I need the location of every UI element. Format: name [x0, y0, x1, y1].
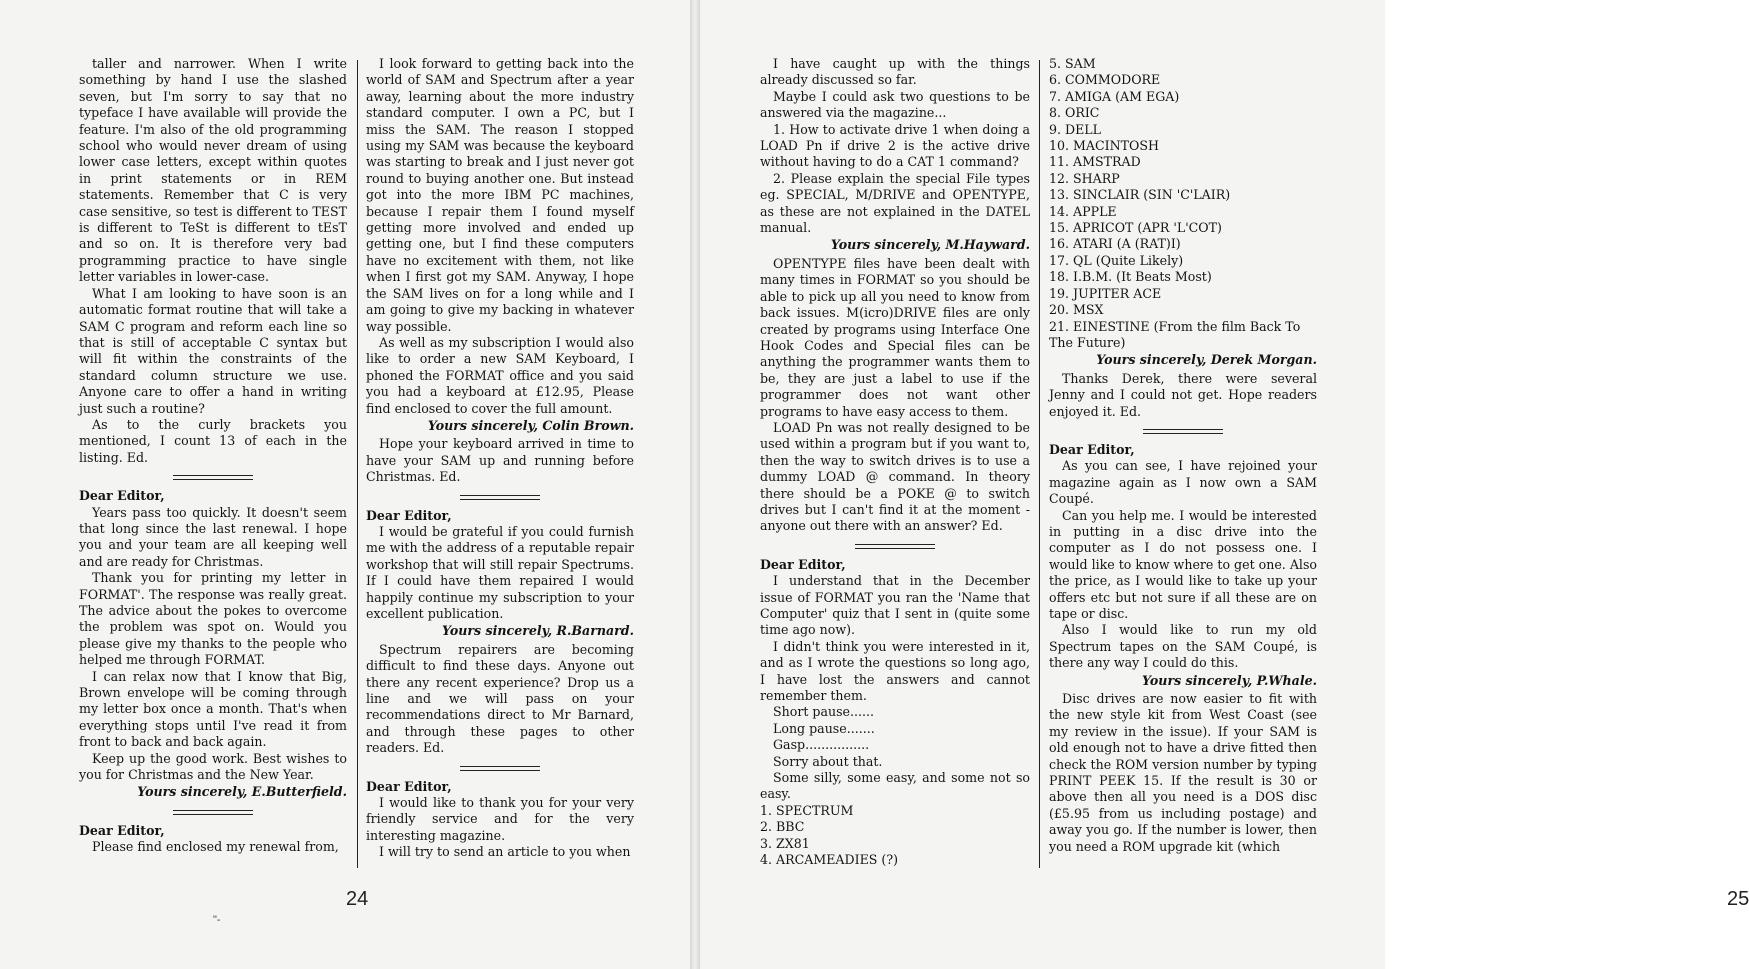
letter-separator	[1143, 429, 1223, 434]
paragraph: Keep up the good work. Best wishes to you for Christmas and the New Year.	[79, 750, 347, 783]
paragraph: Short pause......	[773, 704, 875, 720]
paragraph: What I am looking to have soon is an automatic format routine that will take a SAM C program and reform each line so that is still of acceptable C syntax but will fit within the constraints of the standard column structure we use. Anyone care to offer a hand in writing just such a routine?	[79, 285, 347, 416]
letter-separator	[855, 544, 935, 549]
paragraph: As well as my subscription I would also like to order a new SAM Keyboard, I phoned the FORMAT office and you said you had a keyboard at £12.95, Please find enclosed to cover the full amount.	[366, 334, 634, 416]
quiz-answer: 18. I.B.M. (It Beats Most)	[1049, 269, 1212, 285]
quiz-answer: 2. BBC	[760, 819, 805, 835]
paragraph: Years pass too quickly. It doesn't seem that long since the last renewal. I hope you and your team are all keeping well and are ready for Christmas.	[79, 504, 347, 569]
quiz-answer: 5. SAM	[1049, 56, 1096, 71]
paragraph: OPENTYPE files have been dealt with many times in FORMAT so you should be able to pick up all you need to know from back issues. M(icro)DRIVE files are only created by programs using Interface One Hook Codes and Special files can be anything the programmer wants them to be, they are just a label to use if the programmer does not want other programs to have easy access to them.	[760, 255, 1030, 419]
column-4	[1049, 56, 1317, 866]
column-rule	[357, 60, 358, 868]
paragraph: 1. How to activate drive 1 when doing a LOAD Pn if drive 2 is the active drive without having to do a CAT 1 command?	[760, 121, 1030, 170]
paragraph: Spectrum repairers are becoming difficult to find these days. Anyone out there any recent experience? Drop us a line and we will pass on your recommendations direct to Mr Barnard, and through these pages to other readers. Ed.	[366, 641, 634, 756]
letter-separator	[173, 810, 253, 815]
quiz-answer: 10. MACINTOSH	[1049, 138, 1159, 154]
letter-signature: Yours sincerely, R.Barnard.	[441, 623, 634, 639]
quiz-answer: 12. SHARP	[1049, 170, 1120, 186]
quiz-answer: 8. ORIC	[1049, 105, 1100, 121]
paragraph: I will try to send an article to you when	[379, 844, 631, 860]
quiz-answer: 7. AMIGA (AM EGA)	[1049, 88, 1180, 104]
letter-salutation: Dear Editor,	[79, 488, 165, 504]
paragraph: 2. Please explain the special File types eg. SPECIAL, M/DRIVE and OPENTYPE, as these are not explained in the DATEL manual.	[760, 170, 1030, 236]
print-speck: "-	[213, 914, 221, 926]
quiz-answer: 21. EINESTINE (From the film Back To The Future)	[1049, 318, 1301, 350]
column-1	[79, 56, 347, 866]
paragraph: I look forward to getting back into the world of SAM and Spectrum after a year away, learning about the more industry standard computer. I own a PC, but I miss the SAM. The reason I stopped using my SAM was because the keyboard was starting to break and I just never got round to buying another one. But instead got into the more IBM PC machines, because I repair them I found myself getting more involved and ended up getting one, but I find these computers have no excitement with them, not like when I first got my SAM. Anyway, I hope the SAM lives on for a long while and I am going to give my backing in whatever way possible.	[366, 56, 634, 334]
column-3	[760, 56, 1030, 866]
quiz-answer: 3. ZX81	[760, 835, 810, 851]
paragraph: As you can see, I have rejoined your magazine again as I now own a SAM Coupé.	[1049, 458, 1317, 507]
paragraph: As to the curly brackets you mentioned, I count 13 of each in the listing. Ed.	[79, 416, 347, 465]
paragraph: I would like to thank you for your very friendly service and for the very interesting magazine.	[366, 795, 634, 843]
paragraph: I didn't think you were interested in it, and as I wrote the questions so long ago, I have lost the answers and cannot remember them.	[760, 638, 1030, 704]
letter-separator	[173, 475, 253, 480]
paragraph: Maybe I could ask two questions to be answered via the magazine...	[760, 88, 1030, 121]
quiz-answer: 9. DELL	[1049, 121, 1102, 137]
quiz-answer: 19. JUPITER ACE	[1049, 285, 1162, 301]
quiz-answer: 4. ARCAMEADIES (?)	[760, 852, 898, 868]
letter-salutation: Dear Editor,	[760, 556, 846, 572]
page-24	[0, 0, 690, 969]
letter-salutation: Dear Editor,	[1049, 441, 1135, 457]
paragraph: Hope your keyboard arrived in time to have your SAM up and running before Christmas. Ed.	[366, 436, 634, 485]
quiz-answer: 6. COMMODORE	[1049, 72, 1161, 88]
paragraph: Long pause.......	[773, 720, 875, 736]
letter-signature: Yours sincerely, Derek Morgan.	[1096, 352, 1317, 368]
paragraph: I can relax now that I know that Big, Brown envelope will be coming through my letter box once a month. That's when everything stops until I've read it from front to back and back again.	[79, 668, 347, 750]
letter-signature: Yours sincerely, P.Whale.	[1142, 672, 1317, 688]
column-rule	[1039, 60, 1040, 868]
paragraph: Also I would like to run my old Spectrum tapes on the SAM Coupé, is there any way I could do this.	[1049, 622, 1317, 671]
letter-signature: Yours sincerely, M.Hayward.	[830, 237, 1030, 253]
quiz-answer: 14. APPLE	[1049, 203, 1117, 219]
paragraph: Sorry about that.	[773, 753, 883, 769]
letter-signature: Yours sincerely, Colin Brown.	[427, 417, 634, 433]
letter-salutation: Dear Editor,	[366, 507, 452, 523]
letter-signature: Yours sincerely, E.Butterfield.	[137, 784, 347, 800]
quiz-answer: 15. APRICOT (APR 'L'COT)	[1049, 220, 1222, 236]
page-25	[700, 0, 1749, 969]
paragraph: Can you help me. I would be interested in putting in a disc drive into the computer as I do not possess one. I would like to know where to get one. Also the price, as I would like to take up your offers etc but not sure if all these are on tape or disc.	[1049, 507, 1317, 621]
paragraph: taller and narrower. When I write something by hand I use the slashed seven, but I'm sorry to say that no typeface I have available will provide the feature. I'm also of the old programming school who would never dream of using lower case letters, except within quotes in print statements or in REM statements. Remember that C is very case sensitive, so test is different to TEST is different to TeSt is different to tEsT and so on. It is therefore very bad programming practice to have single letter variables in lower-case.	[79, 56, 347, 285]
quiz-answer: 11. AMSTRAD	[1049, 154, 1141, 170]
letter-separator	[460, 766, 540, 771]
page-number: 25	[1727, 888, 1749, 910]
letter-salutation: Dear Editor,	[79, 822, 165, 838]
paragraph: Thanks Derek, there were several Jenny and I could not get. Hope readers enjoyed it. Ed.	[1049, 370, 1317, 419]
paragraph: I have caught up with the things already discussed so far.	[760, 56, 1030, 88]
letter-salutation: Dear Editor,	[366, 778, 452, 794]
quiz-answer: 16. ATARI (A (RAT)I)	[1049, 236, 1181, 252]
paragraph: Some silly, some easy, and some not so easy.	[760, 770, 1030, 802]
page-gutter	[690, 0, 700, 969]
column-2	[366, 56, 634, 866]
paragraph: Gasp................	[773, 737, 870, 753]
quiz-answer: 20. MSX	[1049, 302, 1104, 318]
paragraph: I understand that in the December issue of FORMAT you ran the 'Name that Computer' quiz that I sent in (quite some time ago now).	[760, 573, 1030, 638]
paragraph: Please find enclosed my renewal from,	[92, 839, 339, 855]
paragraph: I would be grateful if you could furnish me with the address of a reputable repair workshop that will still repair Spectrums. If I could have them repaired I would happily continue my subscription to your excellent publication.	[366, 523, 634, 621]
paragraph: Disc drives are now easier to fit with the new style kit from West Coast (see my review in the issue). If your SAM is old enough not to have a drive fitted then check the ROM version number by typing PRINT PEEK 15. If the result is 30 or above then all you need is a DOS disc (£5.95 from us including postage) and away you go. If the number is lower, then you need a ROM upgrade kit (which	[1049, 691, 1317, 854]
paragraph: LOAD Pn was not really designed to be used within a program but if you want to, then the way to switch drives is to use a dummy LOAD @ command. In theory there should be a POKE @ to switch drives but I can't find it at the moment - anyone out there with an answer? Ed.	[760, 419, 1030, 534]
quiz-answer: 1. SPECTRUM	[760, 802, 854, 818]
quiz-answer: 17. QL (Quite Likely)	[1049, 252, 1184, 268]
paragraph: Thank you for printing my letter in FORMAT'. The response was really great. The advice about the pokes to overcome the problem was spot on. Would you please give my thanks to the people who helped me through FORMAT.	[79, 570, 347, 668]
page-number: 24	[346, 888, 369, 910]
letter-separator	[460, 495, 540, 500]
quiz-answer: 13. SINCLAIR (SIN 'C'LAIR)	[1049, 187, 1231, 203]
